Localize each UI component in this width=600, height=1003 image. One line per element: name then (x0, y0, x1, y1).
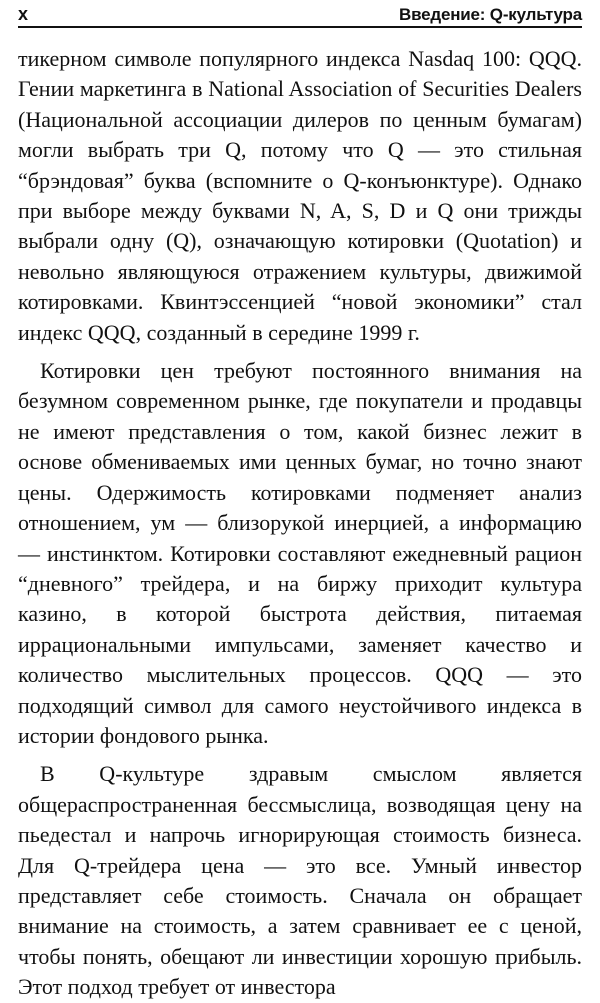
section-title: Введение: Q-культура (399, 5, 582, 24)
page-number: x (18, 4, 29, 24)
paragraph-continued: тикерном символе популярного индекса Nasdaq 100: QQQ. Гении маркетинга в National Association of Securities Dealers (Национальной ассоциации дилеров по ценным бумагам) могли выбрать три Q, потому что Q — это стильная “брэндовая” буква (вспомните о Q-конъюнктуре). Однако при выборе между буквами N, A, S, D и Q они трижды выбрали одну (Q), означающую котировки (Quotation) и невольно являющуюся отражением культуры, движимой котировками. Квинтэссенцией “новой экономики” стал индекс QQQ, созданный в середине 1999 г. (18, 46, 582, 345)
paragraph: Котировки цен требуют постоянного внимания на безумном современном рынке, где покупатели и продавцы не имеют представления о том, какой бизнес лежит в основе обмениваемых ими ценных бумаг, но точно знают цены. Одержимость котировками подменяет анализ отношением, ум — близорукой инерцией, а информацию — инстинктом. Котировки составляют ежедневный рацион “дневного” трейдера, и на биржу приходит культура казино, в которой быстрота действия, питаемая иррациональными импульсами, заменяет качество и количество мыслительных процессов. QQQ — это подходящий символ для самого неустойчивого индекса в истории фондового рынка. (18, 358, 582, 748)
running-header (18, 0, 582, 28)
body-text (18, 44, 582, 1003)
paragraph: В Q-культуре здравым смыслом является общераспространенная бессмыслица, возводящая цену на пьедестал и напрочь игнорирующая стоимость бизнеса. Для Q-трейдера цена — это все. Умный инвестор представляет себе стоимость. Сначала он обращает внимание на стоимость, а затем сравнивает ее с ценой, чтобы понять, обещают ли инвестиции хорошую прибыль. Этот подход требует от инвестора (18, 761, 582, 1000)
